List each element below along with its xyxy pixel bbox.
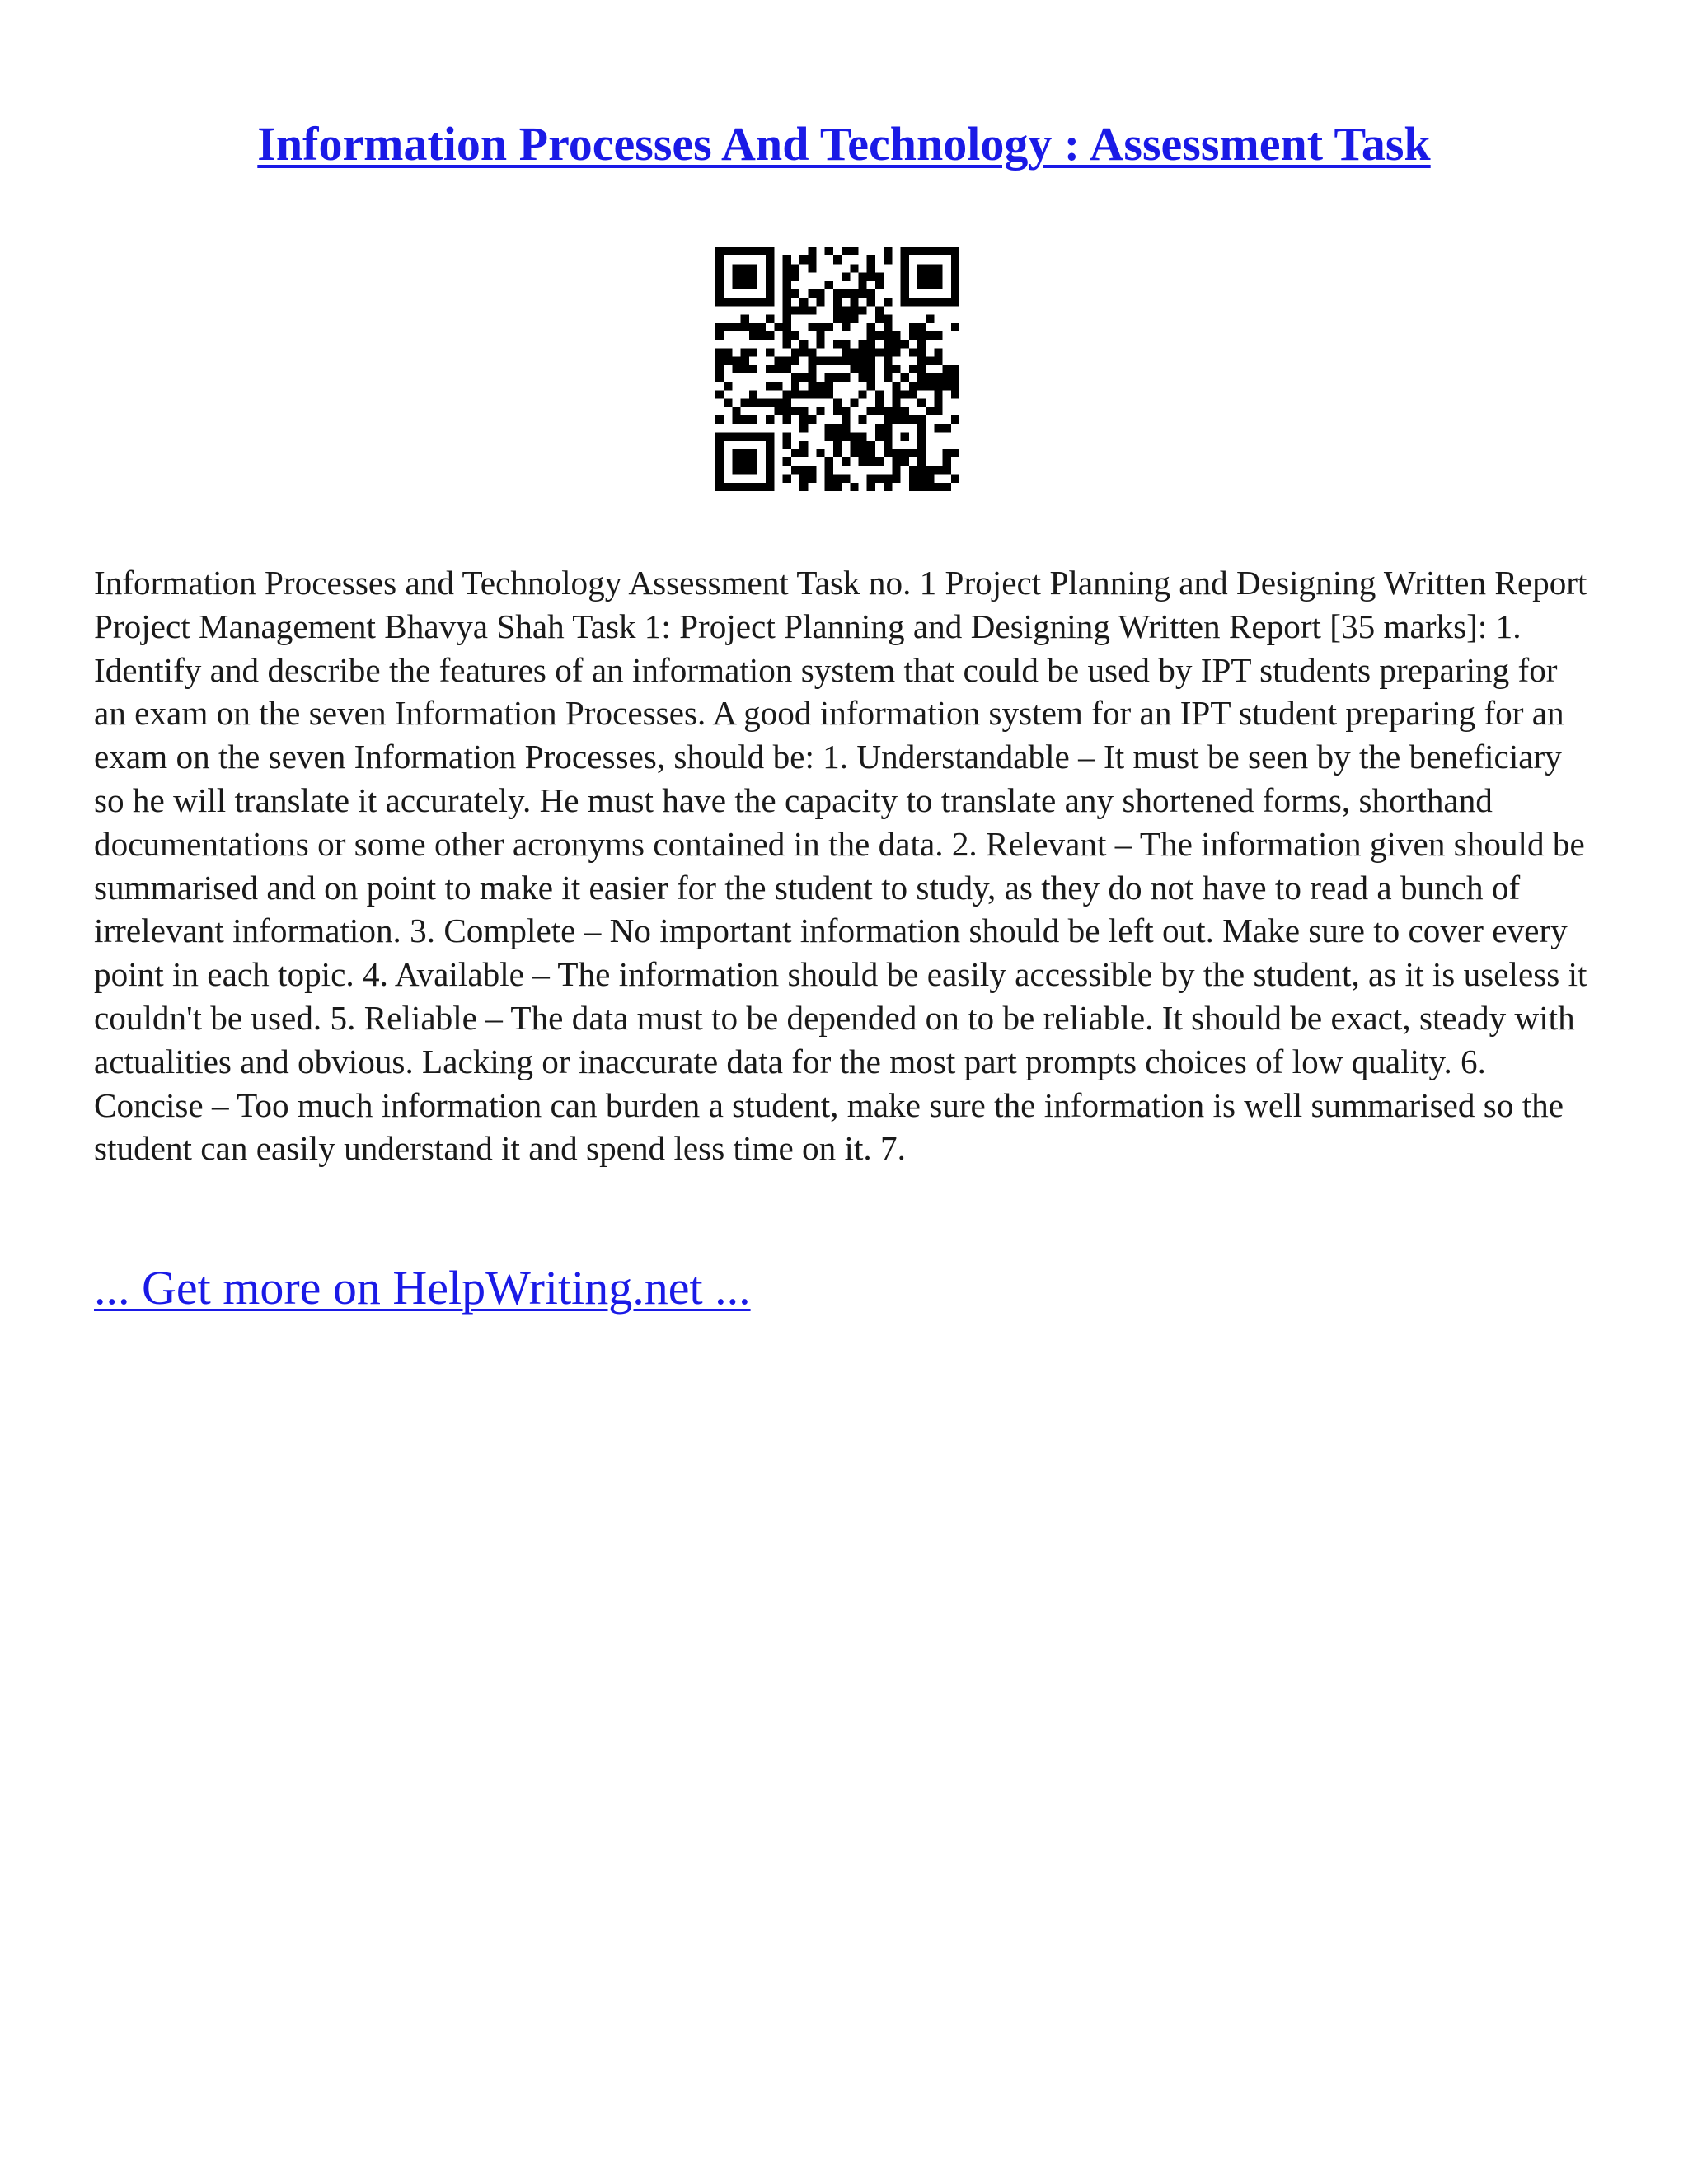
get-more-link[interactable]: ... Get more on HelpWriting.net ... <box>94 1261 751 1315</box>
document-body-text: Information Processes and Technology Assessment Task no. 1 Project Planning and Designing Written Report Project Management Bhavya Shah Task 1: Project Planning and Designing Written Report [35 marks]: 1. Identify and describe the features of an information system that could be used by IPT students preparing for an exam on the seven Information Processes. A good information system for an IPT student preparing for an exam on the seven Information Processes, should be: 1. Understandable – It must be seen by the beneficiary so he will translate it accurately. He must have the capacity to translate any shortened forms, shorthand documentations or some other acronyms contained in the data. 2. Relevant – The information given should be summarised and on point to make it easier for the student to study, as they do not have to read a bunch of irrelevant information. 3. Complete – No important information should be left out. Make sure to cover every point in each topic. 4. Available – The information should be easily accessible by the student, as it is useless it couldn't be used. 5. Reliable – The data must to be depended on to be reliable. It should be exact, steady with actualities and obvious. Lacking or inaccurate data for the most part prompts choices of low quality. 6. Concise – Too much information can burden a student, make sure the information is well summarised so the student can easily understand it and spend less time on it. 7. <box>94 564 1587 1168</box>
qr-code-icon <box>715 247 959 491</box>
document-title-link[interactable]: Information Processes And Technology : Assessment Task <box>257 117 1431 171</box>
